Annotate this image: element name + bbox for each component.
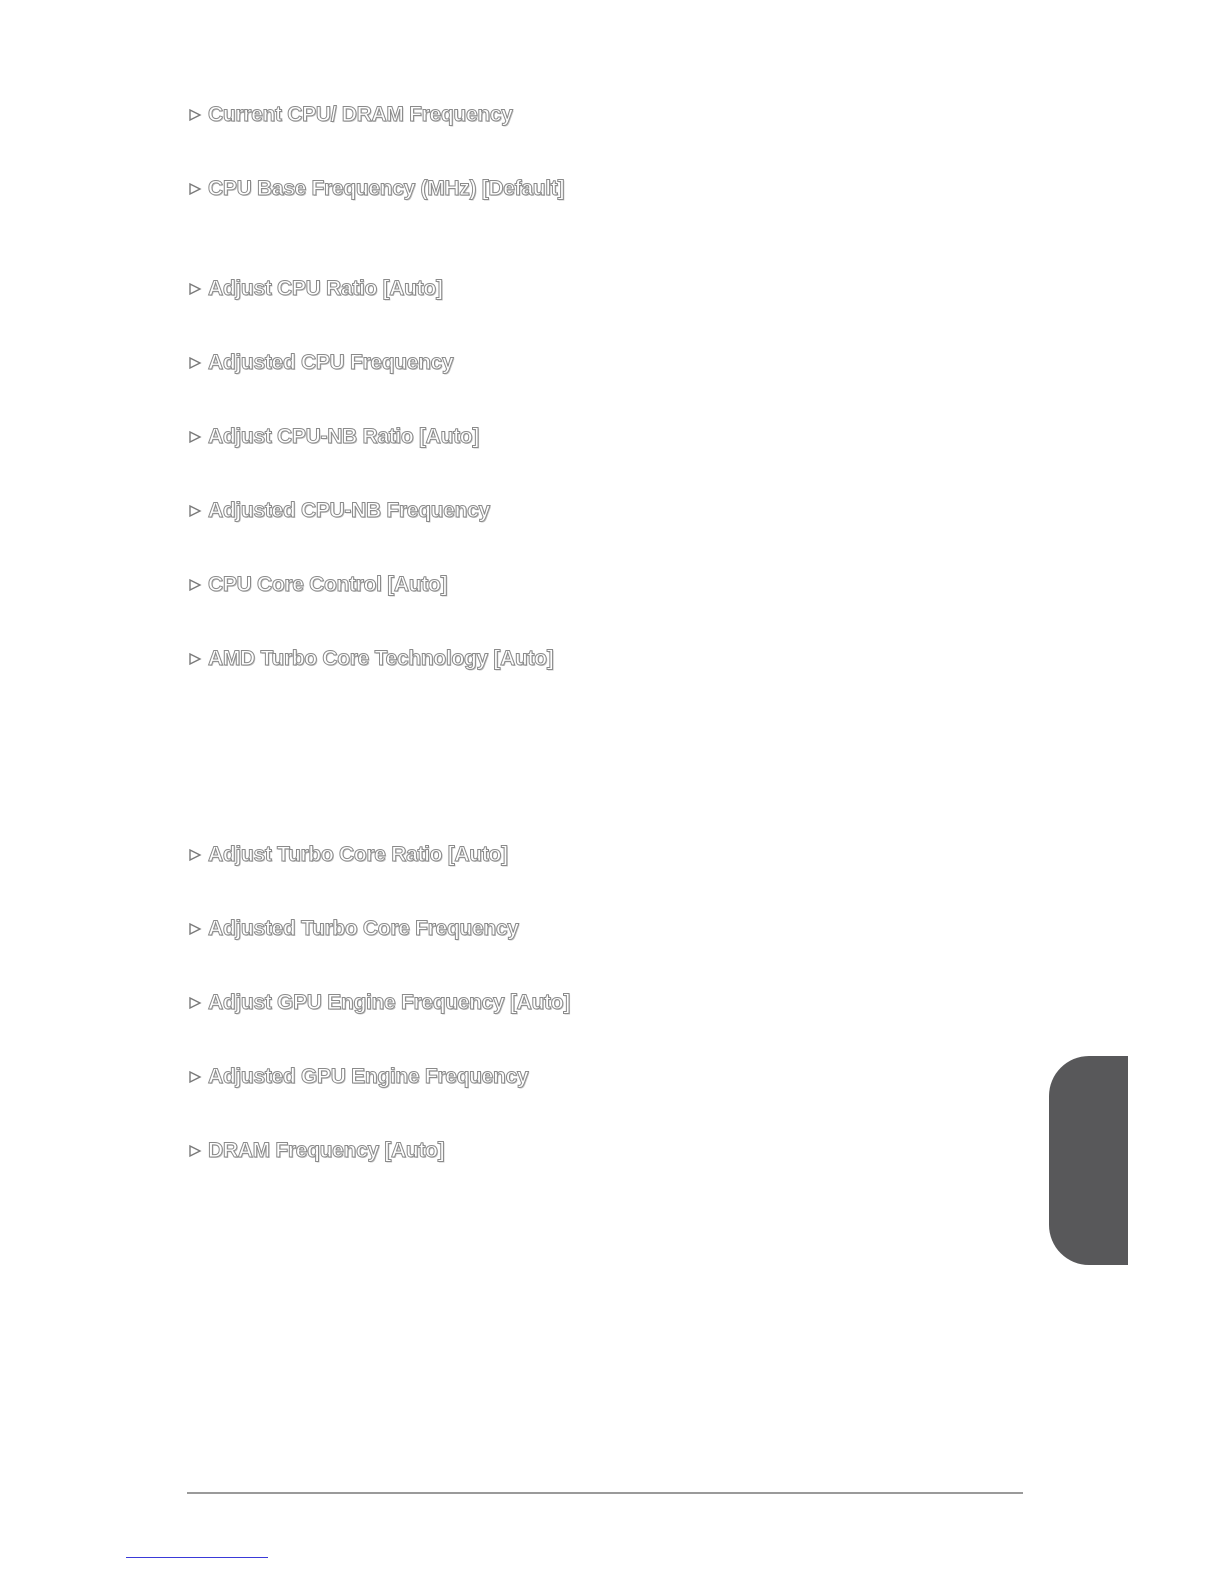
triangle-bullet-icon [188, 108, 208, 122]
setting-adjusted-turbo-core-frequency [188, 916, 519, 942]
setting-dram-frequency [188, 1138, 444, 1164]
setting-adjust-turbo-core-ratio [188, 842, 508, 868]
triangle-bullet-icon [188, 430, 208, 444]
footer-divider [187, 1492, 1023, 1494]
setting-label: CPU Core Control [Auto] [208, 573, 448, 596]
setting-cpu-core-control [188, 572, 447, 598]
setting-adjust-gpu-engine-frequency [188, 990, 570, 1016]
triangle-bullet-icon [188, 182, 208, 196]
triangle-bullet-icon [188, 922, 208, 936]
triangle-bullet-icon [188, 1144, 208, 1158]
setting-label: Adjusted GPU Engine Frequency [208, 1065, 529, 1088]
setting-label: Adjusted CPU-NB Frequency [208, 499, 490, 522]
setting-label: DRAM Frequency [Auto] [208, 1139, 445, 1162]
setting-label: Adjust CPU Ratio [Auto] [208, 277, 443, 300]
setting-adjust-cpu-nb-ratio [188, 424, 479, 450]
setting-label: AMD Turbo Core Technology [Auto] [208, 647, 554, 670]
setting-adjusted-cpu-nb-frequency [188, 498, 490, 524]
triangle-bullet-icon [188, 996, 208, 1010]
setting-label: Adjust CPU-NB Ratio [Auto] [208, 425, 479, 448]
setting-adjusted-cpu-frequency [188, 350, 453, 376]
setting-label: Adjusted CPU Frequency [208, 351, 454, 374]
triangle-bullet-icon [188, 504, 208, 518]
chapter-side-tab [1049, 1056, 1128, 1265]
setting-cpu-base-frequency [188, 176, 564, 202]
setting-label: Adjust GPU Engine Frequency [Auto] [208, 991, 570, 1014]
setting-label: Current CPU/ DRAM Frequency [208, 103, 513, 126]
setting-current-cpu-dram-frequency [188, 102, 513, 128]
setting-amd-turbo-core-technology [188, 646, 553, 672]
triangle-bullet-icon [188, 356, 208, 370]
triangle-bullet-icon [188, 652, 208, 666]
link-underline [126, 1557, 268, 1558]
setting-adjust-cpu-ratio [188, 276, 443, 302]
setting-label: Adjust Turbo Core Ratio [Auto] [208, 843, 508, 866]
setting-label: Adjusted Turbo Core Frequency [208, 917, 519, 940]
triangle-bullet-icon [188, 282, 208, 296]
setting-label: CPU Base Frequency (MHz) [Default] [208, 177, 565, 200]
triangle-bullet-icon [188, 578, 208, 592]
triangle-bullet-icon [188, 848, 208, 862]
setting-adjusted-gpu-engine-frequency [188, 1064, 528, 1090]
triangle-bullet-icon [188, 1070, 208, 1084]
